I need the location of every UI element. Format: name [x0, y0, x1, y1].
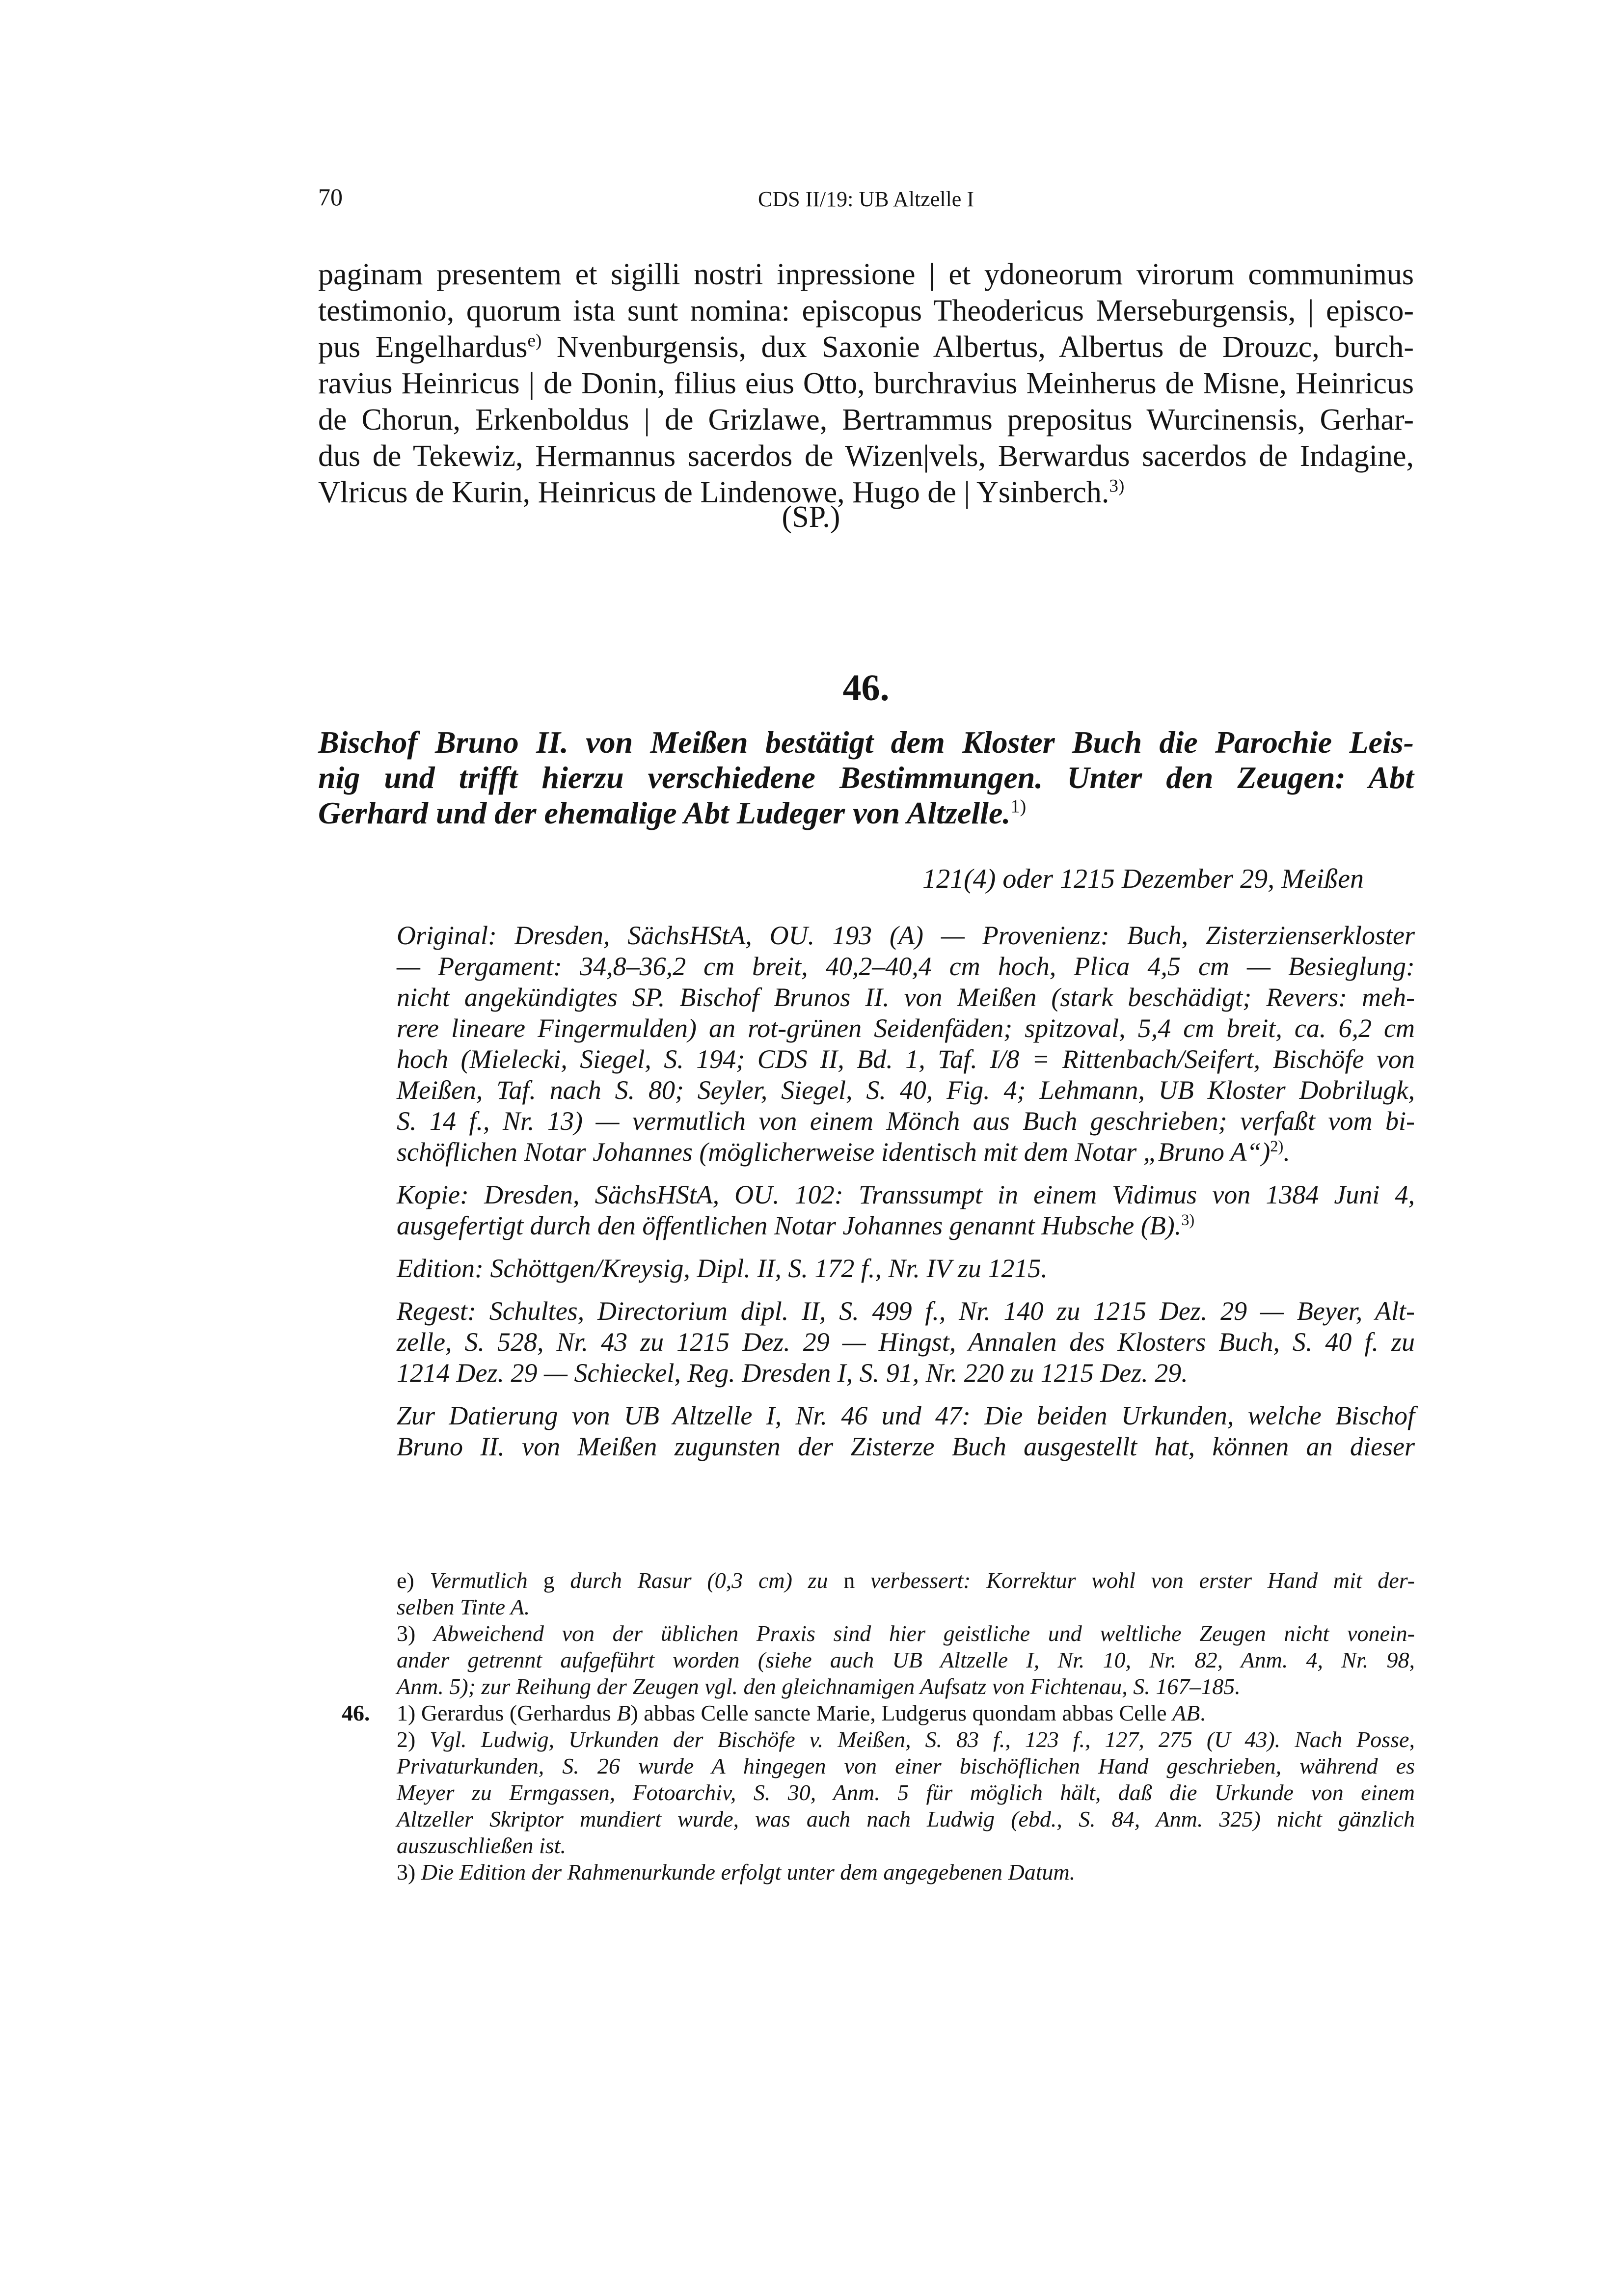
document-title	[318, 725, 1414, 831]
copy-description	[397, 1179, 1415, 1241]
footnote-fragment: Vermutlich	[430, 1568, 543, 1593]
page-number: 70	[318, 183, 343, 211]
critical-apparatus	[397, 920, 1415, 1474]
seal-mark: (SP.)	[782, 500, 840, 534]
footnote-marker: 3)	[1181, 1211, 1195, 1229]
apparatus-line: Original: Dresden, SächsHStA, OU. 193 (A) — Provenienz: Buch, Zisterzienserkloster	[397, 921, 1415, 950]
footnotes-doc-46	[342, 1700, 1415, 1886]
footnote-line	[397, 1859, 1415, 1886]
footnote-e	[397, 1567, 1415, 1620]
footnote-line	[397, 1620, 1415, 1647]
footnote-line: ander getrennt aufgeführt worden (siehe auch UB Altzelle I, Nr. 10, Nr. 82, Anm. 4, Nr. 98,	[397, 1647, 1415, 1672]
title-line	[318, 795, 1414, 831]
apparatus-line: Edition: Schöttgen/Kreysig, Dipl. II, S. 172 f., Nr. IV zu 1215.	[397, 1254, 1048, 1283]
footnote-fragment: .	[1200, 1700, 1206, 1725]
footnote-fragment: Vgl. Ludwig, Urkunden der Bischöfe v. Meißen, S. 83 f., 123 f., 127, 275 (U 43). Nach Posse,	[430, 1727, 1415, 1752]
footnote-fragment: durch Rasur (0,3 cm) zu	[554, 1568, 844, 1593]
text-line: ravius Heinricus | de Donin, filius eius Otto, burchravius Meinherus de Misne, Heinricus	[318, 367, 1414, 400]
footnote-fragment: verbessert: Korrektur wohl von erster Hand mit der-	[855, 1568, 1415, 1593]
apparatus-line: zelle, S. 528, Nr. 43 zu 1215 Dez. 29 — Hingst, Annalen des Klosters Buch, S. 40 f. zu	[397, 1327, 1415, 1357]
footnotes	[342, 1567, 1415, 1886]
footnote-fragment: Die Edition der Rahmenurkunde erfolgt unter dem angegebenen Datum.	[421, 1859, 1076, 1885]
dating-discussion	[397, 1400, 1415, 1462]
footnote-marker: 2)	[1270, 1138, 1284, 1155]
footnote-line	[397, 1726, 1415, 1753]
footnote-marker: 3)	[1109, 476, 1125, 496]
text-fragment: pus Engelhardus	[318, 330, 528, 364]
footnote-line	[397, 1567, 1415, 1594]
footnote-line: auszuschließen ist.	[397, 1833, 566, 1858]
text-line	[318, 329, 1414, 365]
apparatus-line: Bruno II. von Meißen zugunsten der Zisterze Buch ausgestellt hat, können an dieser	[397, 1432, 1415, 1461]
footnote-label: 2)	[397, 1727, 430, 1752]
dateline: 121(4) oder 1215 Dezember 29, Meißen	[922, 864, 1364, 894]
footnote-section-number: 46.	[342, 1700, 370, 1725]
apparatus-line: Zur Datierung von UB Altzelle I, Nr. 46 und 47: Die beiden Urkunden, welche Bischof	[397, 1401, 1415, 1430]
original-description	[397, 920, 1415, 1168]
footnote-fragment: B	[617, 1700, 631, 1725]
text-fragment: Vlricus de Kurin, Heinricus de Lindenowe, Hugo de | Ysinberch.	[318, 476, 1109, 509]
apparatus-line: hoch (Mielecki, Siegel, S. 194; CDS II, Bd. 1, Taf. I/8 = Rittenbach/Seifert, Bischöfe von	[397, 1044, 1415, 1074]
footnote-label: 3)	[397, 1621, 434, 1646]
apparatus-line: S. 14 f., Nr. 13) — vermutlich von einem Mönch aus Buch geschrieben; verfaßt vom bi-	[397, 1106, 1415, 1136]
apparatus-line: Regest: Schultes, Directorium dipl. II, S. 499 f., Nr. 140 zu 1215 Dez. 29 — Beyer, Alt-	[397, 1296, 1415, 1326]
footnote-line: Meyer zu Ermgassen, Fotoarchiv, S. 30, Anm. 5 für möglich hält, daß die Urkunde von einem	[397, 1780, 1415, 1805]
text-line: de Chorun, Erkenboldus | de Grizlawe, Bertrammus prepositus Wurcinensis, Gerhar-	[318, 403, 1414, 437]
title-line: nig und trifft hierzu verschiedene Bestimmungen. Unter den Zeugen: Abt	[318, 760, 1414, 795]
title-line: Bischof Bruno II. von Meißen bestätigt dem Kloster Buch die Parochie Leis-	[318, 725, 1414, 760]
apparatus-fragment: ausgefertigt durch den öffentlichen Notar Johannes genannt Hubsche (B).	[397, 1211, 1182, 1240]
apparatus-line: — Pergament: 34,8–36,2 cm breit, 40,2–40,4 cm hoch, Plica 4,5 cm — Besieglung:	[397, 952, 1415, 981]
edition-description	[397, 1253, 1415, 1284]
page-header	[318, 183, 1414, 217]
apparatus-line: 1214 Dez. 29 — Schieckel, Reg. Dresden I, S. 91, Nr. 220 zu 1215 Dez. 29.	[397, 1358, 1188, 1388]
footnote-line: Privaturkunden, S. 26 wurde A hingegen von einer bischöflichen Hand geschrieben, während es	[397, 1753, 1415, 1778]
text-line: testimonio, quorum ista sunt nomina: episcopus Theodericus Merseburgensis, | episco-	[318, 294, 1414, 328]
text-line: dus de Tekewiz, Hermannus sacerdos de Wizen|vels, Berwardus sacerdos de Indagine,	[318, 439, 1414, 473]
footnote-fragment: n	[843, 1568, 855, 1593]
apparatus-line: nicht angekündigtes SP. Bischof Brunos II. von Meißen (stark beschädigt; Revers: meh-	[397, 983, 1415, 1012]
footnote-label: 3)	[397, 1859, 421, 1885]
footnote-marker: e)	[527, 330, 542, 351]
text-fragment: Nvenburgensis, dux Saxonie Albertus, Albertus de Drouzc, burch-	[541, 330, 1414, 364]
footnote-label: e)	[397, 1568, 430, 1593]
apparatus-line: rere lineare Fingermulden) an rot-grünen Seidenfäden; spitzoval, 5,4 cm breit, ca. 6,2 cm	[397, 1013, 1415, 1043]
apparatus-fragment: schöflichen Notar Johannes (möglicherweise identisch mit dem Notar „Bruno A“)	[397, 1137, 1271, 1167]
apparatus-line: Kopie: Dresden, SächsHStA, OU. 102: Transsumpt in einem Vidimus von 1384 Juni 4,	[397, 1180, 1415, 1209]
regest-description	[397, 1296, 1415, 1389]
footnote-fragment: 1) Gerardus (Gerhardus	[397, 1700, 617, 1725]
apparatus-line: Meißen, Taf. nach S. 80; Seyler, Siegel, S. 40, Fig. 4; Lehmann, UB Kloster Dobrilugk,	[397, 1075, 1415, 1105]
footnote-line	[397, 1700, 1415, 1726]
footnote-line: Anm. 5); zur Reihung der Zeugen vgl. den gleichnamigen Aufsatz von Fichtenau, S. 167–185.	[397, 1674, 1241, 1699]
document-number: 46.	[842, 667, 890, 709]
footnote-fragment: ) abbas Celle sancte Marie, Ludgerus quondam abbas Celle	[630, 1700, 1173, 1725]
apparatus-line: schöflichen Notar Johannes (möglicherweise identisch mit dem Notar „Bruno A“)$^{2)}$.	[397, 1137, 1290, 1167]
footnote-fragment: Abweichend von der üblichen Praxis sind hier geistliche und weltliche Zeugen nicht vonein-	[433, 1621, 1415, 1646]
title-fragment: Gerhard und der ehemalige Abt Ludeger von Altzelle.	[318, 795, 1011, 830]
apparatus-line	[397, 1210, 1415, 1241]
footnote-fragment: AB	[1172, 1700, 1200, 1725]
footnote-line: selben Tinte A.	[397, 1594, 530, 1619]
footnote-fragment: g	[543, 1568, 555, 1593]
footnote-line: Altzeller Skriptor mundiert wurde, was auch nach Ludwig (ebd., S. 84, Anm. 325) nicht gänzlich	[397, 1806, 1415, 1831]
running-head: CDS II/19: UB Altzelle I	[758, 187, 974, 211]
footnote-3	[397, 1620, 1415, 1700]
charter-text	[318, 256, 1414, 511]
footnote-marker: 1)	[1010, 796, 1027, 817]
text-line: paginam presentem et sigilli nostri inpressione | et ydoneorum virorum communimus	[318, 258, 1414, 291]
